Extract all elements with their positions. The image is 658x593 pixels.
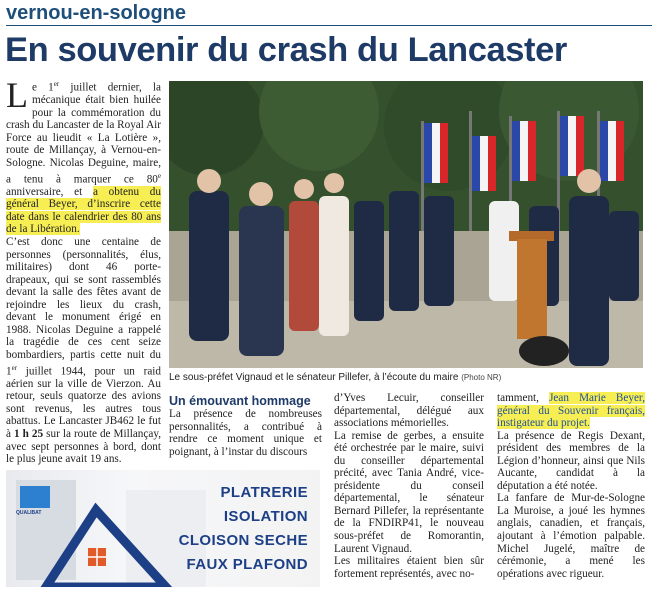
paragraph-6: Les militaires étaient bien sûr fortement représentés, avec no- xyxy=(334,555,484,580)
qualibat-label: QUALIBAT xyxy=(16,510,42,516)
ad-line-4: FAUX PLAFOND xyxy=(186,556,308,573)
drop-cap: L xyxy=(6,75,28,115)
ad-line-3: CLOISON SECHE xyxy=(178,532,308,549)
photo-credit: (Photo NR) xyxy=(461,373,502,382)
ad-line-1: PLATRERIE xyxy=(220,484,308,501)
paragraph-8: La présence de Regis Dexant, président des membres de la Légion d’honneur, ainsi que Nils Aucante, candidat à la députation a été notée. xyxy=(497,429,645,492)
section-rule xyxy=(6,25,652,26)
paragraph-4: d’Yves Lecuir, conseiller départemental, délégué aux associations mémorielles. xyxy=(334,392,484,430)
paragraph-5: La remise de gerbes, a ensuite été orchestrée par le maire, suivi du conseiller départemental précité, avec Tania André, vice-présidente du conseil départemental, le sénateur Bernard Pillefer, la représentante de la FNDIRP41, le nouveau sous-préfet de Romorantin, Laurent Vignaud. xyxy=(334,429,484,555)
paragraph-3: La présence de nombreuses personnalités, a contribué à rendre ce moment unique et poignant, à l’instar du discours xyxy=(169,408,322,458)
article-headline: En souvenir du crash du Lancaster xyxy=(5,31,567,69)
photo-caption: Le sous-préfet Vignaud et le sénateur Pillefer, à l’écoute du maire (Photo NR) xyxy=(169,372,502,383)
subheading: Un émouvant hommage xyxy=(169,394,311,408)
column-3 xyxy=(334,392,484,580)
ad-line-2: ISOLATION xyxy=(223,508,308,525)
paragraph-1: Le 1er juillet dernier, la mécanique était bien huilée pour la commémoration du crash du Lancaster de la Royal Air Force au lieudit « La Lotière », route de Millançay, à Vernou-en-Sologne. Nicolas Deguine, maire, a tenu à marquer ce 80e anniversaire, et a obtenu du général Beyer, d’inscrire cette date dans le calendrier des 80 ans de la Libération. xyxy=(6,75,162,236)
article-photo xyxy=(169,81,643,368)
advertisement[interactable] xyxy=(6,470,320,587)
paragraph-2: C’est donc une centaine de personnes (personnalités, élus, militaires) dont 46 porte-drapeaux, qui se sont rassemblés devant la salle des fêtes avant de rejoindre les lieux du crash, devant le monument érigé en 1988. Nicolas Deguine a rappelé la tragédie de ces cent seize bombardiers, partis cette nuit du 1er juillet 1944, pour un raid aérien sur la ville de Vierzon. Au retour, seuls quatorze des avions sont revenus, les autres tous abattus. Le Lancaster JB462 le fut à 1 h 25 sur la route de Millançay, avec sept personnes à bord, dont le plus jeune avait 19 ans. xyxy=(6,236,161,466)
highlight-1: a obtenu du général Beyer, d’inscrire cette date dans le calendrier des 80 ans de la Libération. xyxy=(6,185,161,236)
qualibat-logo xyxy=(20,486,50,508)
section-title: vernou-en-sologne xyxy=(6,2,187,24)
highlight-2: Jean Marie Beyer, général du Souvenir français, instigateur du projet. xyxy=(497,392,645,430)
column-2 xyxy=(169,408,322,458)
paragraph-9: La fanfare de Mur-de-Sologne La Muroise, a joué les hymnes anglais, canadien, et français, ajoutant à l’émotion palpable. Michel Jugelé, maître de cérémonie, a mené les opérations avec rigueur. xyxy=(497,492,645,580)
column-4 xyxy=(497,392,645,580)
ceremony-illustration xyxy=(169,81,643,368)
column-1 xyxy=(6,75,162,466)
paragraph-7: tamment, Jean Marie Beyer, général du Souvenir français, instigateur du projet. xyxy=(497,392,645,430)
